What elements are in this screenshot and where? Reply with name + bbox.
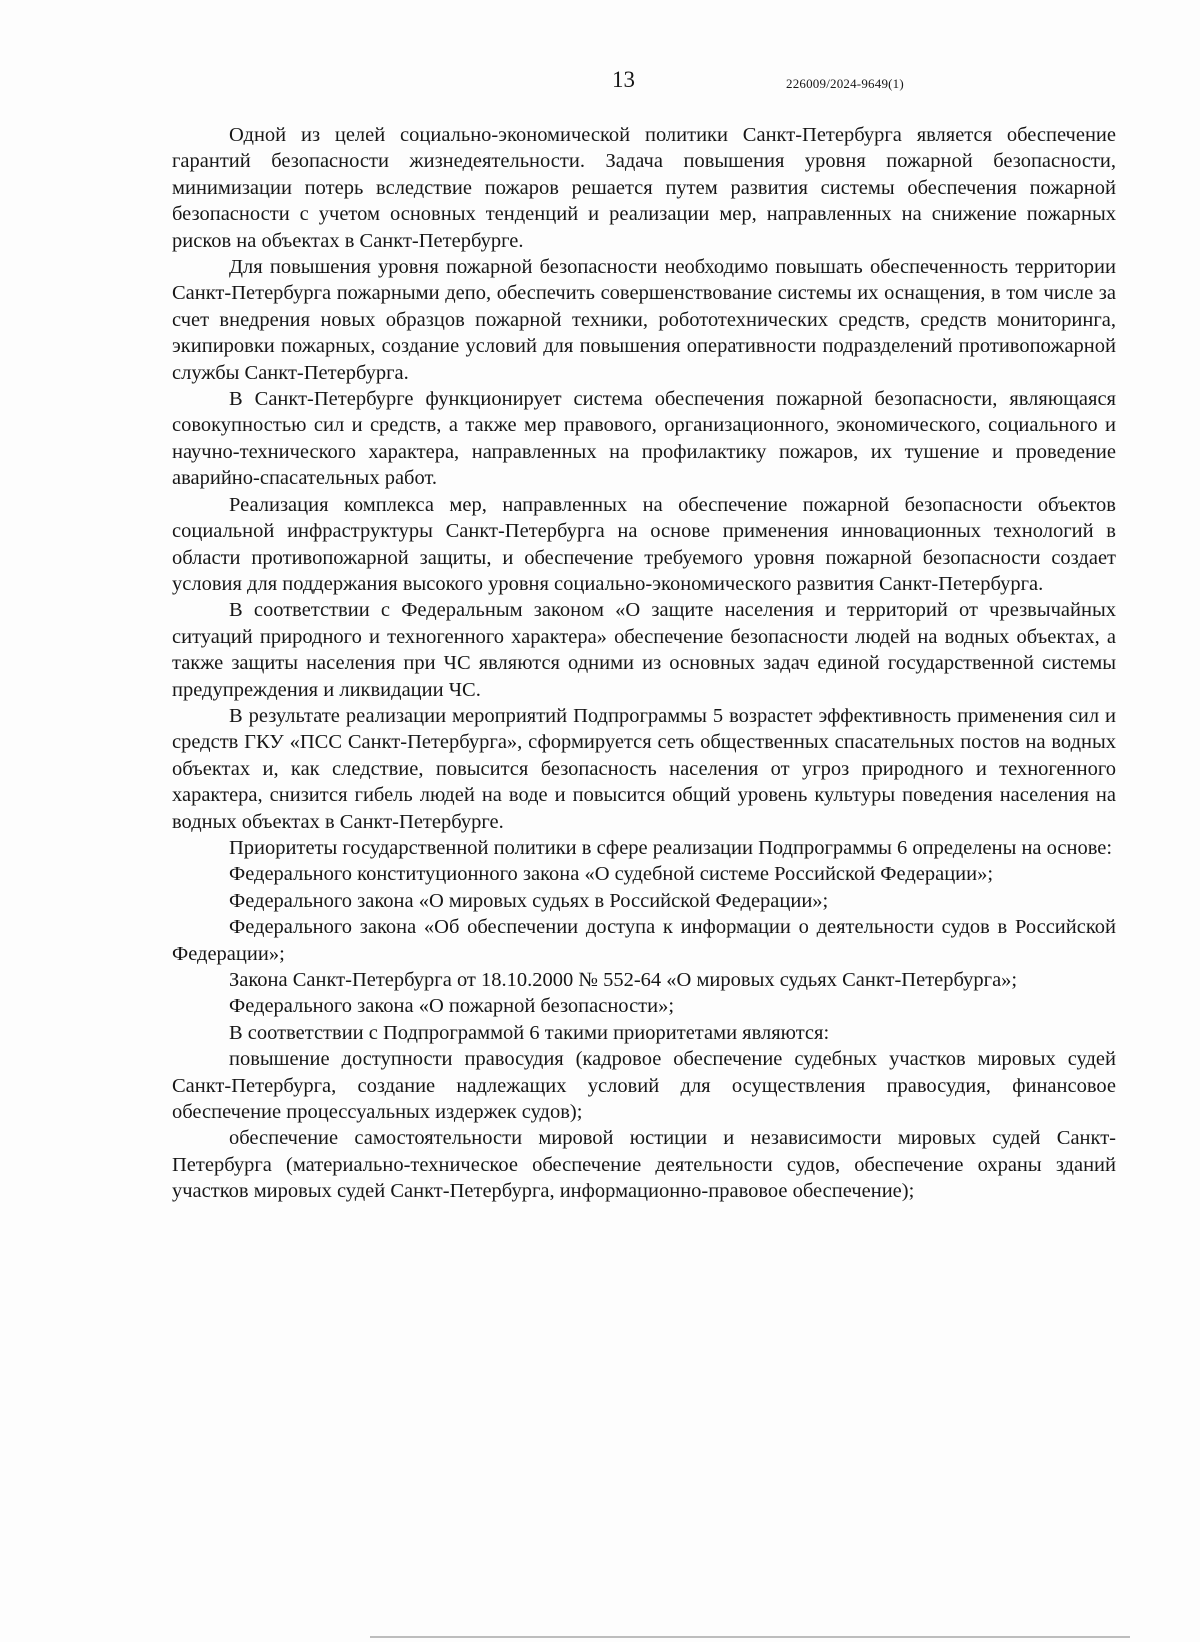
priority-item: повышение доступности правосудия (кадровое обеспечение судебных участков мировых судей Санкт-Петербурга, создание надлежащих условий для осуществления правосудия, финансовое обеспечение процессуальных издержек судов);	[172, 1048, 1116, 1124]
page-number: 13	[612, 67, 635, 92]
document-registration-code: 226009/2024-9649(1)	[786, 76, 904, 91]
paragraph: В Санкт-Петербурге функционирует система обеспечения пожарной безопасности, являющаяся совокупностью сил и средств, а также мер правового, организационного, экономического, социального и научно-технического характера, направленных на профилактику пожаров, их тушение и проведение аварийно-спасательных работ.	[172, 388, 1116, 490]
paragraph: Реализация комплекса мер, направленных на обеспечение пожарной безопасности объектов социальной инфраструктуры Санкт-Петербурга на основе применения инновационных технологий в области противопожарной защиты, и обеспечение требуемого уровня пожарной безопасности создает условия для поддержания высокого уровня социально-экономического развития Санкт-Петербурга.	[172, 493, 1116, 595]
legal-basis-item: Закона Санкт-Петербурга от 18.10.2000 № 552-64 «О мировых судьях Санкт-Петербурга»;	[229, 969, 1018, 991]
paragraph: В соответствии с Федеральным законом «О защите населения и территорий от чрезвычайных ситуаций природного и техногенного характера» обеспечение безопасности людей на водных объектах, а также защиты населения при ЧС являются одними из основных задач единой государственной системы предупреждения и ликвидации ЧС.	[172, 599, 1116, 701]
paragraph: В результате реализации мероприятий Подпрограммы 5 возрастет эффективность применения сил и средств ГКУ «ПСС Санкт-Петербурга», сформируется сеть общественных спасательных постов на водных объектах и, как следствие, повысится безопасность населения от угроз природного и техногенного характера, снизится гибель людей на воде и повысится общий уровень культуры поведения населения на водных объектах в Санкт-Петербурге.	[172, 704, 1116, 833]
paragraph: Приоритеты государственной политики в сфере реализации Подпрограммы 6 определены на основе:	[229, 836, 1113, 859]
paragraph: Для повышения уровня пожарной безопасности необходимо повышать обеспеченность территории Санкт-Петербурга пожарными депо, обеспечить совершенствование системы их оснащения, в том числе за счет внедрения новых образцов пожарной техники, робототехнических средств, средств мониторинга, экипировки пожарных, создание условий для повышения оперативности подразделений противопожарной службы Санкт-Петербурга.	[172, 256, 1116, 384]
priority-item: обеспечение самостоятельности мировой юстиции и независимости мировых судей Санкт-Петербурга (материально-техническое обеспечение деятельности судов, обеспечение охраны зданий участков мировых судей Санкт-Петербурга, информационно-правовое обеспечение);	[172, 1127, 1116, 1203]
document-body	[172, 122, 1116, 1205]
scan-edge-line	[370, 1636, 1130, 1638]
legal-basis-item: Федерального закона «Об обеспечении доступа к информации о деятельности судов в Российской Федерации»;	[172, 916, 1116, 965]
legal-basis-item: Федерального закона «О пожарной безопасности»;	[229, 995, 675, 1018]
legal-basis-item: Федерального конституционного закона «О судебной системе Российской Федерации»;	[229, 863, 994, 886]
legal-basis-item: Федерального закона «О мировых судьях в Российской Федерации»;	[229, 889, 829, 912]
paragraph: В соответствии с Подпрограммой 6 такими приоритетами являются:	[229, 1021, 830, 1044]
paragraph: Одной из целей социально-экономической политики Санкт-Петербурга является обеспечение гарантий безопасности жизнедеятельности. Задача повышения уровня пожарной безопасности, минимизации потерь вследствие пожаров решается путем развития системы обеспечения пожарной безопасности с учетом основных тенденций и реализации мер, направленных на снижение пожарных рисков на объектах в Санкт-Петербурге.	[172, 124, 1116, 252]
